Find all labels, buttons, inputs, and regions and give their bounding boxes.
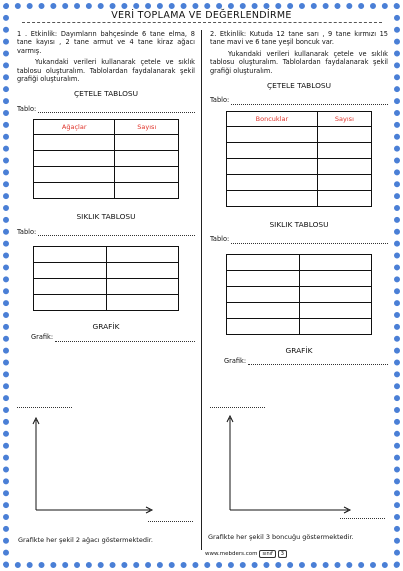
right-siklik-heading: SIKLIK TABLOSU xyxy=(269,219,329,229)
table-header-cell: Boncuklar xyxy=(227,111,318,126)
right-activity-text: 2. Etkinlik: Kutuda 12 tane sarı , 9 tane kırmızı 15 tane mavi ve 6 tane yeşil boncuk var. xyxy=(210,30,388,47)
left-siklik-heading: SIKLIK TABLOSU xyxy=(76,212,136,222)
left-activity-text: 1 . Etkinlik: Dayımların bahçesinde 6 tane elma, 8 tane kayısı , 2 tane armut ve 4 tane kiraz ağacı varmış. xyxy=(17,30,195,55)
footer-tag-number: 3 xyxy=(278,550,287,558)
left-table-label: Tablo: xyxy=(17,104,37,113)
left-cetele-heading: ÇETELE TABLOSU xyxy=(74,89,138,99)
left-graph-note: Grafikte her şekil 2 ağacı göstermektedir. xyxy=(18,536,153,544)
right-grafik-label: Grafik: xyxy=(224,357,247,366)
table-header-cell: Sayısı xyxy=(115,120,179,135)
page-title: VERİ TOPLAMA VE DEĞERLENDİRME xyxy=(111,10,292,21)
left-grafik-label: Grafik: xyxy=(31,333,54,342)
right-grafik-heading: GRAFİK xyxy=(285,345,313,355)
footer xyxy=(205,550,287,558)
table-header-cell: Sayısı xyxy=(317,111,371,126)
right-table-label: Tablo: xyxy=(210,96,230,105)
footer-tag: sınıf xyxy=(259,550,275,558)
left-instruction-text: Yukarıdaki verileri kullanarak çetele ve sıklık tablosu oluşturalım. Tablolardan faydalanarak şekil grafiği oluşturalım. xyxy=(17,58,195,84)
left-grafik-heading: GRAFİK xyxy=(92,322,120,332)
table-header-cell: Ağaçlar xyxy=(34,120,115,135)
left-siklik-label: Tablo: xyxy=(17,227,37,236)
right-graph-note: Grafikte her şekil 3 boncuğu göstermektedir. xyxy=(208,533,354,541)
right-cetele-heading: ÇETELE TABLOSU xyxy=(267,81,331,91)
right-instruction-text: Yukarıdaki verileri kullanarak çetele ve sıklık tablosu oluşturalım. Tablolardan faydalanarak şekil grafiği oluşturalım. xyxy=(210,49,388,75)
right-siklik-label: Tablo: xyxy=(210,235,230,244)
footer-site: www.mebders.com xyxy=(205,551,258,557)
right-graph-x-line xyxy=(340,518,385,519)
